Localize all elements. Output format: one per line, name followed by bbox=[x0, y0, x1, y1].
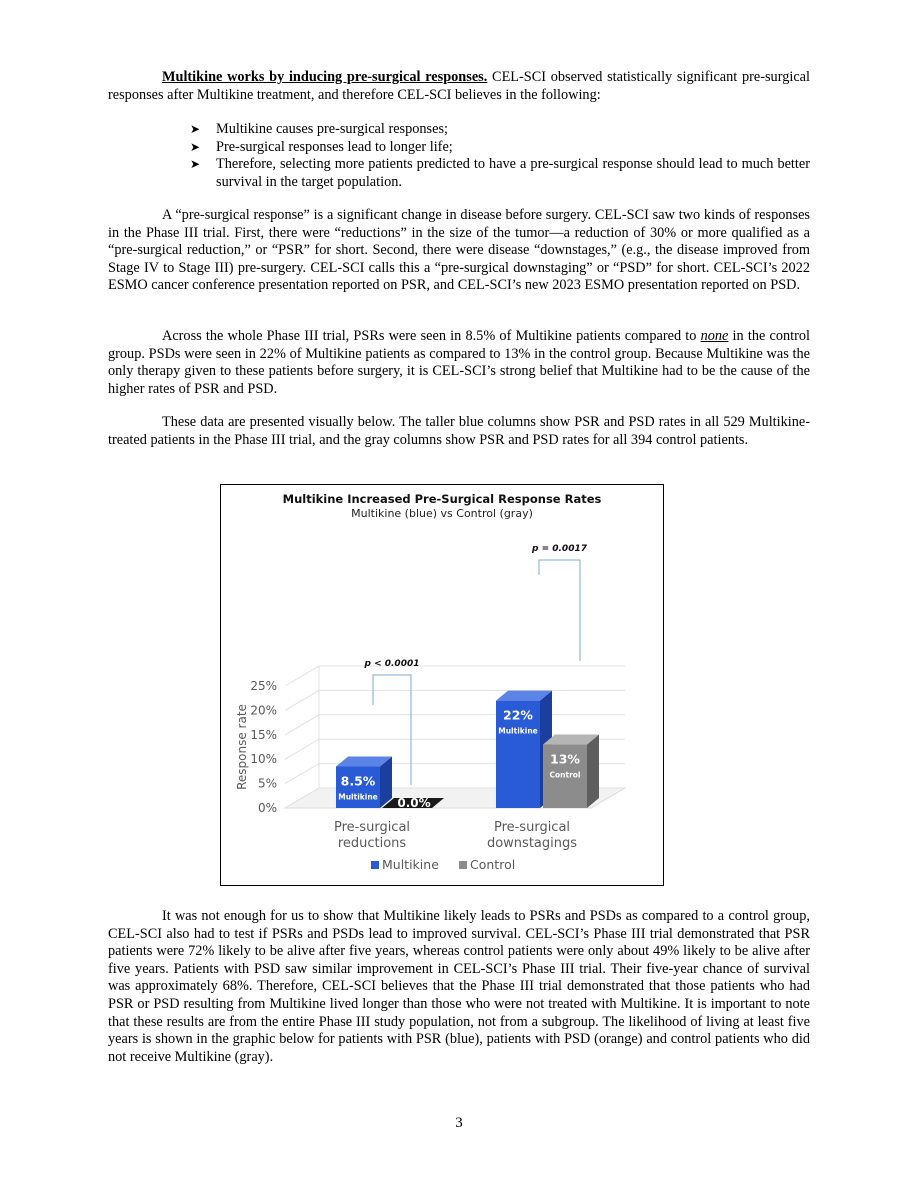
y-tick-label: 0% bbox=[257, 801, 277, 815]
arrow-bullet-icon: ➤ bbox=[190, 122, 201, 136]
definition-paragraph: A “pre-surgical response” is a significant change in disease before surgery. CEL-SCI saw two kinds of responses in the Phase III trial. First, there were “reductions” in the size of the tumor—a reduction of 30% or more qualified as a “pre-surgical reduction,” or “PSR” for short. Second, there were disease “downstages,” (e.g., the disease improved from Stage IV to Stage III) pre-surgery. CEL-SCI calls this a “pre-surgical downstaging” or “PSD” for short. CEL-SCI’s 2022 ESMO cancer conference presentation reported on PSR, and CEL-SCI’s new 2023 ESMO presentation reported on PSD. bbox=[108, 207, 810, 294]
x-tick-label: Pre-surgical bbox=[333, 820, 411, 835]
arrow-bullet-icon: ➤ bbox=[190, 139, 201, 154]
bar-series-label: Control bbox=[549, 770, 581, 780]
y-tick-label: 5% bbox=[257, 776, 277, 791]
y-axis-label: Response rate bbox=[235, 704, 249, 790]
gridline bbox=[285, 690, 625, 710]
list-item: ➤ Multikine causes pre-surgical responses; bbox=[190, 121, 449, 137]
bar-value-label: 13% bbox=[550, 751, 580, 767]
none-emphasis: none bbox=[700, 328, 729, 344]
legend-swatch bbox=[371, 861, 379, 869]
rates-paragraph: Across the whole Phase III trial, PSRs were seen in 8.5% of Multikine patients compared to none in the control group. PSDs were seen in 22% of Multikine patients as compared to 13% in the control group. Because Multikine was the only therapy given to these patients before surgery, it is CEL-SCI’s strong belief that Multikine had to be the cause of the higher rates of PSR and PSD. bbox=[108, 328, 810, 397]
y-tick-label: 10% bbox=[250, 752, 277, 767]
p-value-label: p = 0.0017 bbox=[532, 544, 587, 554]
belief-list bbox=[190, 121, 810, 191]
y-tick-label: 15% bbox=[250, 727, 277, 742]
bar-series-label: Multikine bbox=[338, 792, 378, 802]
bar-series-label: Multikine bbox=[498, 726, 538, 736]
bar-side bbox=[587, 735, 599, 808]
legend-label: Control bbox=[470, 857, 516, 872]
arrow-bullet-icon: ➤ bbox=[190, 157, 201, 172]
visual-paragraph: These data are presented visually below. The taller blue columns show PSR and PSD rates in all 529 Multikine-treated patients in the Phase III trial, and the gray columns show PSR and PSD rates for all 394 control patients. bbox=[108, 414, 810, 448]
bar-value-label: 0.0% bbox=[397, 796, 431, 810]
chart-figure bbox=[220, 484, 664, 886]
survival-paragraph: It was not enough for us to show that Multikine likely leads to PSRs and PSDs as compared to a control group, CEL-SCI also had to test if PSRs and PSDs lead to improved survival. CEL-SCI’s Phase III trial demonstrated that PSR patients were 72% likely to be alive after five years, whereas control patients were only about 49% likely to be alive after five years. Patients with PSD saw similar improvement in CEL-SCI’s Phase III trial. Their five-year chance of survival was approximately 68%. Therefore, CEL-SCI believes that the Phase III trial demonstrated that those patients who had PSR or PSD resulting from Multikine lived longer than those who were not treated with Multikine. It is important to note that these results are from the entire Phase III study population, not from a subgroup. The likelihood of living at least five years is shown in the graphic below for patients with PSR (blue), patients with PSD (orange) and control patients who did not receive Multikine (gray). bbox=[108, 908, 810, 1065]
page-number: 3 bbox=[455, 1115, 463, 1131]
legend-label: Multikine bbox=[382, 857, 439, 872]
bar-value-label: 8.5% bbox=[340, 773, 376, 789]
x-tick-label: reductions bbox=[337, 836, 407, 851]
chart-subtitle: Multikine (blue) vs Control (gray) bbox=[351, 507, 533, 520]
x-tick-label: Pre-surgical bbox=[493, 820, 571, 835]
list-item: ➤ Therefore, selecting more patients predicted to have a pre-surgical response should lead to much better survival in the target population. bbox=[190, 156, 810, 190]
x-tick-label: downstagings bbox=[486, 836, 578, 851]
gridline bbox=[285, 715, 625, 735]
legend-swatch bbox=[459, 861, 467, 869]
gridline bbox=[285, 666, 625, 686]
bar-chart bbox=[221, 485, 663, 885]
intro-paragraph bbox=[108, 69, 810, 104]
significance-bracket bbox=[539, 560, 580, 661]
intro-text: CEL-SCI observed statistically significant pre-surgical responses after Multikine treatment, and therefore CEL-SCI believes in the following: bbox=[108, 69, 810, 103]
p-value-label: p < 0.0001 bbox=[364, 659, 420, 669]
intro-lead: Multikine works by inducing pre-surgical responses. bbox=[162, 69, 488, 85]
list-item: ➤ Pre-surgical responses lead to longer life; bbox=[190, 138, 453, 155]
y-tick-label: 20% bbox=[250, 703, 277, 718]
y-tick-label: 25% bbox=[250, 679, 277, 693]
chart-title: Multikine Increased Pre-Surgical Response Rates bbox=[282, 492, 602, 506]
bar-value-label: 22% bbox=[503, 707, 533, 723]
